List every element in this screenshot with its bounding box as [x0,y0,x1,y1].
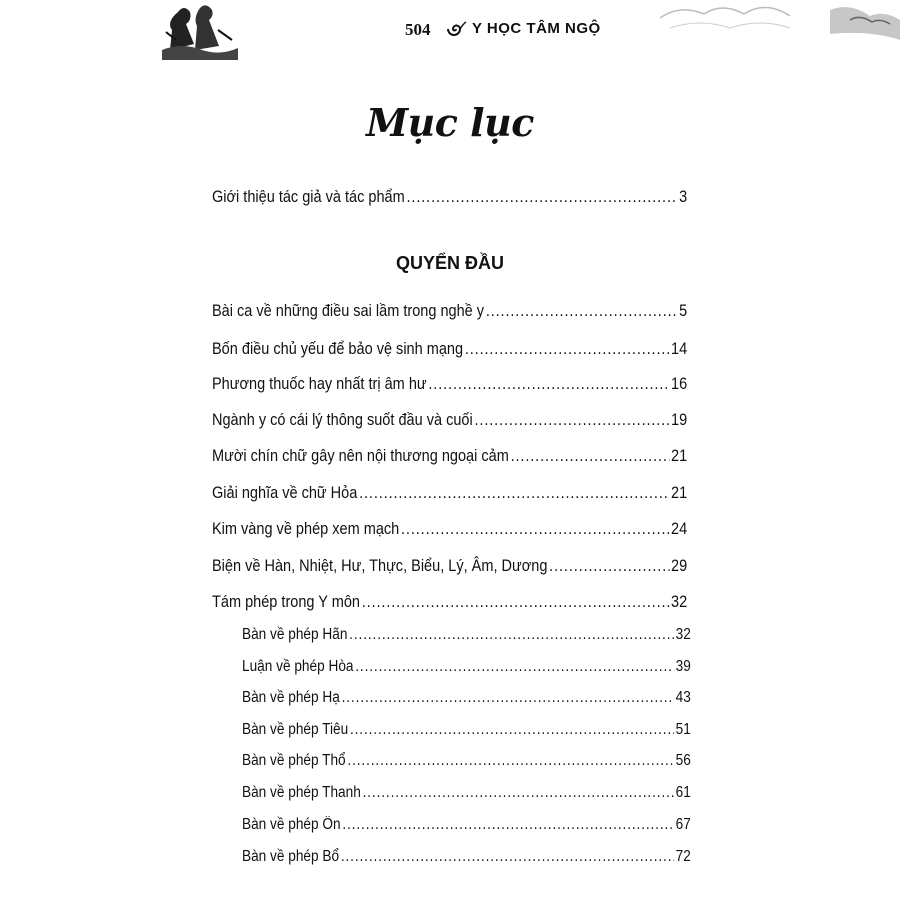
toc-entry[interactable] [212,593,687,612]
toc-entry-label: Kim vàng về phép xem mạch [212,520,400,538]
toc-entry-page: 5 [679,302,688,320]
toc-entry-label: Mười chín chữ gây nên nội thương ngoại cảm [212,447,509,465]
toc-entry-label: Bàn về phép Ôn [242,816,341,833]
toc-subentry[interactable] [242,752,691,770]
toc-entry-page: 56 [675,752,691,769]
toc-entry[interactable] [212,484,687,503]
toc-entry-page: 32 [671,593,688,611]
toc-entry[interactable] [212,375,687,394]
toc-entry-page: 29 [671,557,688,575]
dot-leader [406,188,677,207]
dot-leader [341,848,674,866]
toc-entry-label: Phương thuốc hay nhất trị âm hư [212,375,427,393]
dot-leader [355,658,674,676]
toc-entry[interactable] [212,557,687,576]
dot-leader [474,411,669,430]
swirl-ornament-icon [445,20,467,38]
toc-subentry[interactable] [242,689,691,707]
toc-subentry[interactable] [242,848,691,866]
dot-leader [349,626,674,644]
dot-leader [347,752,673,770]
toc-entry-label: Bốn điều chủ yếu để bảo vệ sinh mạng [212,340,464,358]
toc-entry-label: Luận về phép Hòa [242,658,354,675]
toc-entry-page: 72 [675,848,691,865]
toc-entry-page: 19 [671,411,688,429]
toc-entry-page: 21 [671,447,688,465]
toc-entry-label: Bàn về phép Tiêu [242,721,349,738]
dot-leader [549,557,669,576]
toc-entry-label: Giới thiệu tác giả và tác phẩm [212,188,405,206]
dot-leader [401,520,669,539]
dot-leader [428,375,669,394]
toc-subentry[interactable] [242,626,691,644]
toc-entry-label: Giải nghĩa về chữ Hỏa [212,484,358,502]
dot-leader [362,593,670,612]
toc-entry-page: 16 [671,375,688,393]
physician-illustration [160,2,240,60]
toc-entry-label: Bài ca về những điều sai lầm trong nghề y [212,302,485,320]
toc-subentry[interactable] [242,658,691,676]
toc-subentry[interactable] [242,816,691,834]
toc-entry-page: 51 [675,721,691,738]
toc-entry-label: Bàn về phép Hạ [242,689,340,706]
toc-entry-page: 43 [675,689,691,706]
dot-leader [486,302,678,321]
toc-entry-page: 14 [671,340,688,358]
toc-entry-page: 39 [675,658,691,675]
toc-entry-label: Tám phép trong Y môn [212,593,360,611]
toc-subentry[interactable] [242,784,691,802]
dot-leader [465,340,669,359]
toc-entry-label: Bàn về phép Bổ [242,848,340,865]
toc-entry-label: Bàn về phép Thanh [242,784,361,801]
toc-entry[interactable] [212,520,687,539]
toc-entry-label: Bàn về phép Hãn [242,626,348,643]
toc-entry-page: 67 [675,816,691,833]
page-number: 504 [405,20,431,39]
dot-leader [342,816,674,834]
toc-entry-page: 61 [675,784,691,801]
toc-entry-page: 24 [671,520,688,538]
toc-entry-label: Ngành y có cái lý thông suốt đầu và cuối [212,411,473,429]
section-heading: QUYỂN ĐẦU [395,253,504,273]
dot-leader [511,447,670,466]
toc-entry-label: Biện về Hàn, Nhiệt, Hư, Thực, Biểu, Lý, Âm, Dương [212,557,548,575]
cloud-decoration [660,0,900,40]
toc-entry[interactable] [212,411,687,430]
dot-leader [363,784,674,802]
toc-entry-intro[interactable] [212,188,687,207]
dot-leader [350,721,674,739]
toc-entry-page: 32 [675,626,691,643]
toc-entry-label: Bàn về phép Thổ [242,752,346,769]
toc-entry[interactable] [212,447,687,466]
page-title: Mục lục [366,100,534,145]
toc-subentry[interactable] [242,721,691,739]
toc-entry-page: 21 [671,484,688,502]
running-head: Y HỌC TÂM NGỘ [472,20,601,37]
toc-entry-page: 3 [679,188,688,206]
page-header [160,0,740,60]
toc-entry[interactable] [212,340,687,359]
dot-leader [342,689,674,707]
toc-entry[interactable] [212,302,687,321]
dot-leader [359,484,669,503]
